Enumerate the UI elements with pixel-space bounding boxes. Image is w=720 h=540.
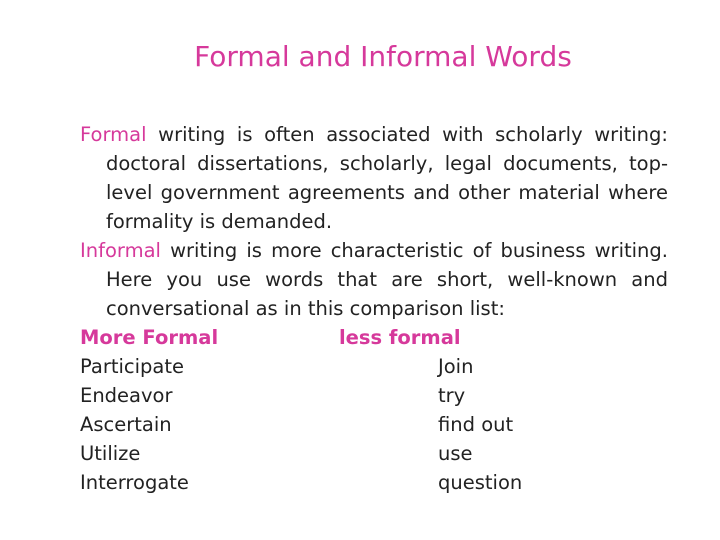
formal-word: Endeavor: [80, 384, 173, 407]
informal-word: try: [438, 384, 466, 407]
informal-word: question: [438, 471, 523, 494]
header-more-formal: More Formal: [80, 326, 219, 349]
slide-title: Formal and Informal Words: [194, 40, 572, 73]
formal-word: Ascertain: [80, 413, 172, 436]
paragraph-informal: [80, 236, 668, 323]
header-less-formal: less formal: [339, 326, 461, 349]
informal-word: find out: [438, 413, 514, 436]
keyword-informal: Informal: [80, 239, 161, 262]
comparison-row: [80, 352, 668, 381]
formal-word: Participate: [80, 355, 185, 378]
paragraph-formal-text: writing is often associated with scholarly writing: doctoral dissertations, scholarly, legal documents, top-level government agreements and other material where formality is demanded.: [106, 123, 668, 233]
formal-word: Interrogate: [80, 471, 189, 494]
formal-word: Utilize: [80, 442, 141, 465]
paragraph-formal: [80, 120, 668, 236]
comparison-header: [80, 323, 668, 352]
comparison-row: [80, 468, 668, 497]
comparison-row: [80, 439, 668, 468]
keyword-formal: Formal: [80, 123, 147, 146]
comparison-row: [80, 410, 668, 439]
informal-word: Join: [438, 355, 474, 378]
comparison-list: [80, 323, 668, 497]
informal-word: use: [438, 442, 473, 465]
slide-body: [80, 120, 668, 497]
paragraph-informal-text: writing is more characteristic of business writing. Here you use words that are short, well-known and conversational as in this comparison list:: [106, 239, 668, 320]
comparison-row: [80, 381, 668, 410]
